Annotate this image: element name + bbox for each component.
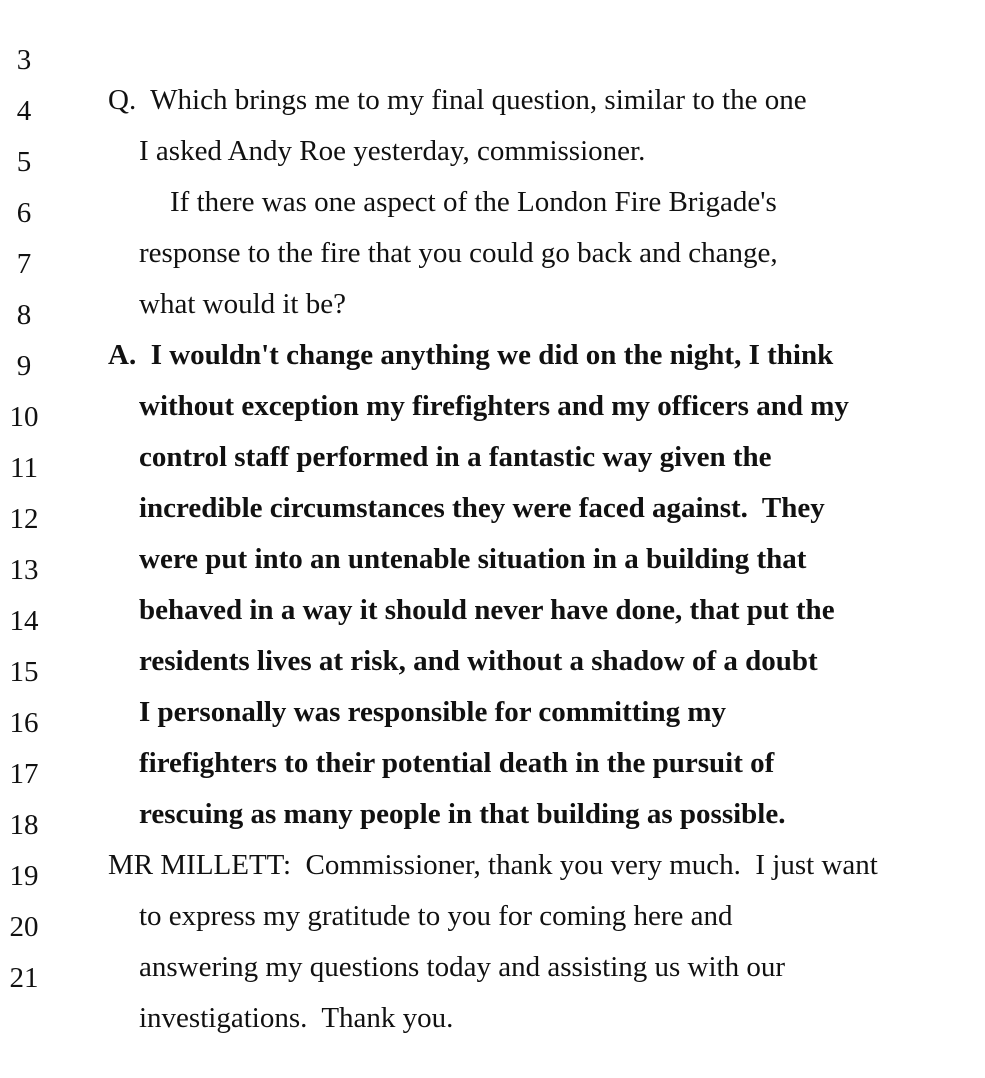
line-number: 11 (10, 452, 38, 484)
line-number: 6 (16, 197, 32, 229)
line-text: investigations. Thank you. (139, 1002, 454, 1034)
line-text: MR MILLETT: Commissioner, thank you very much. I just want (108, 849, 878, 881)
line-number: 15 (9, 656, 39, 688)
line-text: response to the fire that you could go back and change, (139, 237, 778, 269)
answer-text: I personally was responsible for committing my (139, 696, 726, 728)
line-text: to express my gratitude to you for coming here and (139, 900, 733, 932)
transcript-line (0, 255, 985, 371)
transcript-line (0, 51, 985, 167)
answer-text: behaved in a way it should never have done, that put the (139, 594, 835, 626)
line-number: 3 (16, 44, 32, 76)
line-number: 18 (9, 809, 39, 841)
answer-text: firefighters to their potential death in the pursuit of (139, 747, 775, 779)
transcript-line (0, 102, 985, 218)
answer-text: without exception my firefighters and my officers and my (139, 390, 849, 422)
answer-text: were put into an untenable situation in a building that (139, 543, 807, 575)
answer-text: incredible circumstances they were faced against. They (139, 492, 825, 524)
answer-text: residents lives at risk, and without a shadow of a doubt (139, 645, 818, 677)
line-text: answering my questions today and assisting us with our (139, 951, 786, 983)
transcript-line (0, 153, 985, 269)
answer-text: rescuing as many people in that building as possible. (139, 798, 786, 830)
line-number: 19 (9, 860, 39, 892)
line-number: 12 (9, 503, 39, 535)
line-text: what would it be? (139, 288, 346, 320)
answer-text: A. I wouldn't change anything we did on the night, I think (108, 339, 834, 371)
line-number: 8 (16, 299, 32, 331)
line-text: Q. Which brings me to my final question, similar to the one (108, 84, 807, 116)
line-number: 20 (9, 911, 39, 943)
transcript-line (0, 918, 985, 1034)
line-text: If there was one aspect of the London Fire Brigade's (170, 186, 777, 218)
answer-text: control staff performed in a fantastic way given the (139, 441, 772, 473)
line-text: I asked Andy Roe yesterday, commissioner. (139, 135, 646, 167)
line-number: 4 (16, 95, 32, 127)
line-number: 9 (16, 350, 32, 382)
line-number: 10 (9, 401, 39, 433)
transcript-line (0, 0, 985, 116)
line-number: 17 (9, 758, 39, 790)
line-number: 16 (9, 707, 39, 739)
line-number: 13 (9, 554, 39, 586)
line-number: 14 (9, 605, 39, 637)
line-number: 21 (9, 962, 39, 994)
transcript-line (0, 204, 985, 320)
line-number: 7 (16, 248, 32, 280)
line-number: 5 (16, 146, 32, 178)
